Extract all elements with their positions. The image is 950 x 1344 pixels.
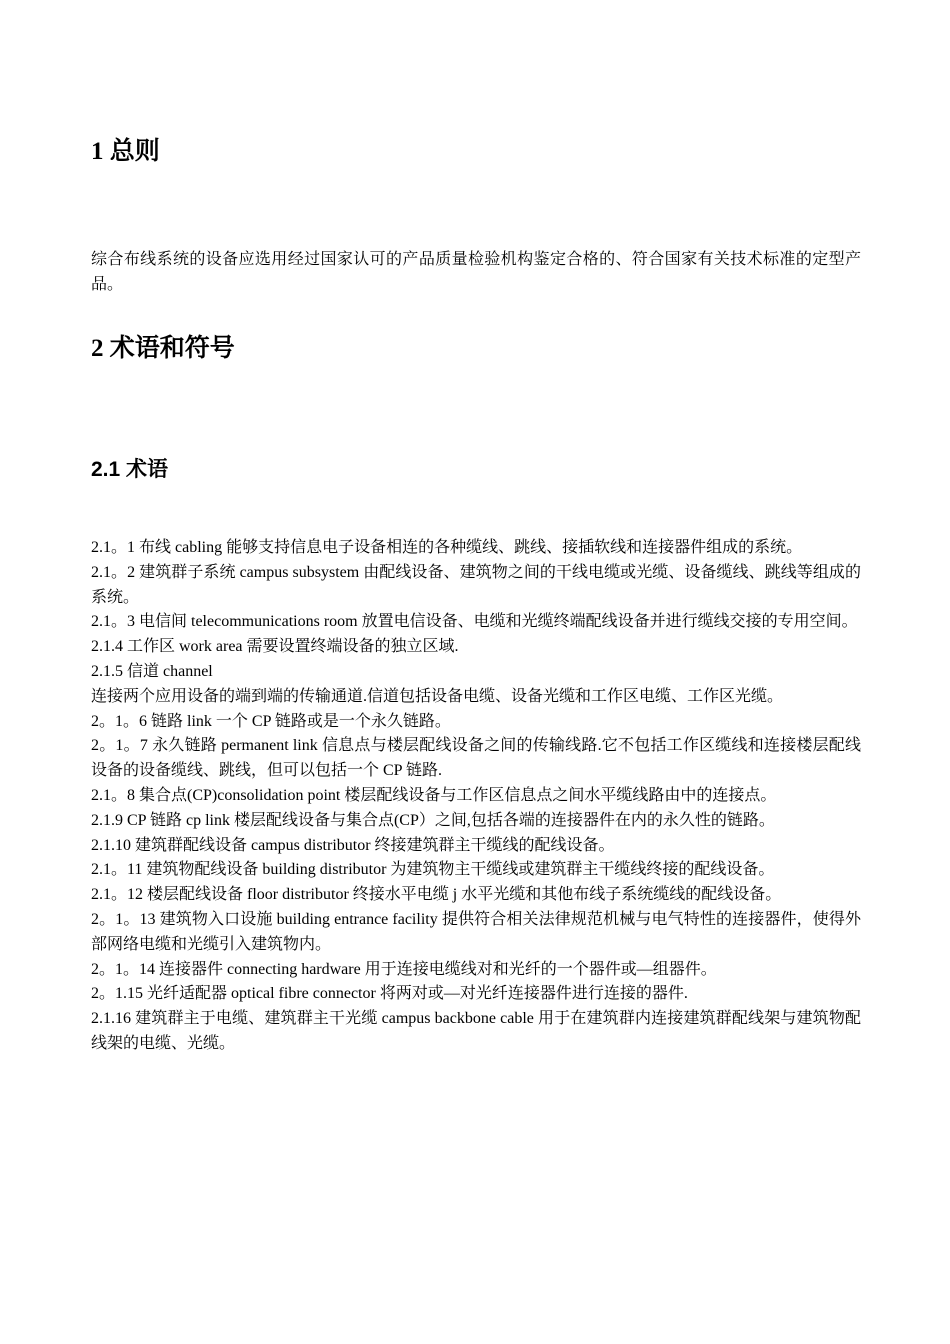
term-item: 2.1。11 建筑物配线设备 building distributor 为建筑物主干缆线或建筑群主干缆线终接的配线设备。 <box>91 861 775 879</box>
term-item: 2。1.15 光纤适配器 optical fibre connector 将两对或—对光纤连接器件进行连接的器件. <box>91 985 688 1003</box>
term-item: 连接两个应用设备的端到端的传输通道.信道包括设备电缆、设备光缆和工作区电缆、工作区光缆。 <box>91 687 784 705</box>
term-item: 2.1.10 建筑群配线设备 campus distributor 终接建筑群主干缆线的配线设备。 <box>91 836 615 854</box>
term-item: 2。1。13 建筑物入口设施 building entrance facility 提供符合相关法律规范机械与电气特性的连接器件，使得外部网络电缆和光缆引入建筑物内。 <box>91 910 861 953</box>
term-item: 2.1。12 楼层配线设备 floor distributor 终接水平电缆 j 水平光缆和其他布线子系统缆线的配线设备。 <box>91 886 782 904</box>
term-item: 2.1。2 建筑群子系统 campus subsystem 由配线设备、建筑物之间的干线电缆或光缆、设备缆线、跳线等组成的系统。 <box>91 563 861 606</box>
term-item: 2.1。1 布线 cabling 能够支持信息电子设备相连的各种缆线、跳线、接插软线和连接器件组成的系统。 <box>91 539 803 556</box>
section-2-1-heading: 2.1 术语 <box>91 458 169 481</box>
term-item: 2.1.9 CP 链路 cp link 楼层配线设备与集合点(CP）之间,包括各端的连接器件在内的永久性的链路。 <box>91 811 775 829</box>
term-item: 2.1.16 建筑群主于电缆、建筑群主干光缆 campus backbone cable 用于在建筑群内连接建筑群配线架与建筑物配线架的电缆、光缆。 <box>91 1010 861 1052</box>
section-1-paragraph: 综合布线系统的设备应选用经过国家认可的产品质量检验机构鉴定合格的、符合国家有关技术标准的定型产品。 <box>91 251 861 293</box>
term-item: 2.1.4 工作区 work area 需要设置终端设备的独立区域. <box>91 638 459 656</box>
term-item: 2.1.5 信道 channel <box>91 662 213 680</box>
term-item: 2。1。7 永久链路 permanent link 信息点与楼层配线设备之间的传输线路.它不包括工作区缆线和连接楼层配线设备的设备缆线、跳线，但可以包括一个 CP 链路. <box>91 737 861 780</box>
term-item: 2.1。3 电信间 telecommunications room 放置电信设备、电缆和光缆终端配线设备并进行缆线交接的专用空间。 <box>91 613 858 631</box>
section-1-heading: 1 总则 <box>91 138 160 165</box>
term-item: 2。1。6 链路 link 一个 CP 链路或是一个永久链路。 <box>91 712 451 730</box>
terms-list <box>91 536 861 1057</box>
term-item: 2。1。14 连接器件 connecting hardware 用于连接电缆线对和光纤的一个器件或—组器件。 <box>91 960 717 978</box>
term-item: 2.1。8 集合点(CP)consolidation point 楼层配线设备与工作区信息点之间水平缆线路由中的连接点。 <box>91 786 777 804</box>
section-2-heading: 2 术语和符号 <box>91 335 235 362</box>
